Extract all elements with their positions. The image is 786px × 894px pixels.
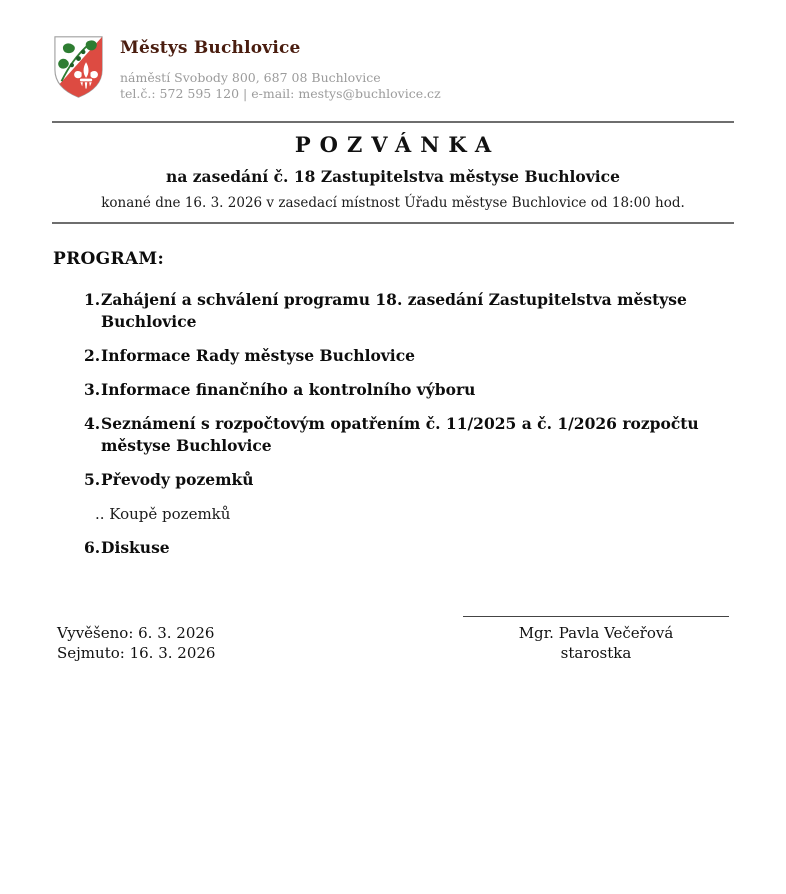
program-item-4: [84, 413, 706, 457]
program-subitem-5a: .. Koupě pozemků: [95, 505, 231, 523]
letterhead-text: [120, 33, 441, 102]
item-number: 5.: [84, 470, 101, 489]
coat-of-arms-icon: [52, 34, 105, 100]
invitation-subtitle: na zasedání č. 18 Zastupitelstva městyse Buchlovice: [166, 167, 620, 186]
posting-dates: [57, 616, 215, 663]
divider-bottom: [52, 222, 734, 224]
signature-block: [463, 616, 729, 663]
item-text: Převody pozemků: [101, 470, 254, 489]
program-item-1: [84, 289, 706, 333]
signer-title: starostka: [560, 644, 632, 662]
invitation-title: POZVÁNKA: [294, 132, 501, 157]
invitation-details: konané dne 16. 3. 2026 v zasedací místnost Úřadu městyse Buchlovice od 18:00 hod.: [101, 195, 685, 211]
document-footer: [57, 616, 729, 663]
item-text: Informace finančního a kontrolního výboru: [101, 380, 476, 399]
org-address: náměstí Svobody 800, 687 08 Buchlovice: [120, 70, 381, 85]
item-text: Informace Rady městyse Buchlovice: [101, 346, 415, 365]
item-number: 2.: [84, 346, 101, 365]
program-item-5: [84, 469, 706, 491]
org-contact: tel.č.: 572 595 120 | e-mail: mestys@buchlovice.cz: [120, 86, 441, 101]
item-number: 4.: [84, 414, 101, 433]
item-number: 3.: [84, 380, 101, 399]
posted-date: Vyvěšeno: 6. 3. 2026: [57, 624, 215, 642]
item-number: 6.: [84, 538, 101, 557]
item-text: Diskuse: [101, 538, 170, 557]
program-item-2: [84, 345, 706, 367]
item-number: 1.: [84, 290, 101, 309]
program-item-6: [84, 537, 706, 559]
item-text: Seznámení s rozpočtovým opatřením č. 11/2025 a č. 1/2026 rozpočtu městyse Buchlovice: [101, 414, 699, 455]
letterhead: [52, 33, 734, 102]
removed-date: Sejmuto: 16. 3. 2026: [57, 644, 216, 662]
signer-name: Mgr. Pavla Večeřová: [518, 624, 674, 642]
program-list: [84, 289, 706, 559]
program-section: [52, 249, 734, 559]
program-heading: PROGRAM:: [53, 249, 165, 269]
divider-top: [52, 121, 734, 123]
org-name: Městys Buchlovice: [120, 38, 301, 58]
program-item-3: [84, 379, 706, 401]
item-text: Zahájení a schválení programu 18. zasedání Zastupitelstva městyse Buchlovice: [101, 290, 687, 331]
invitation-title-block: [52, 132, 734, 211]
